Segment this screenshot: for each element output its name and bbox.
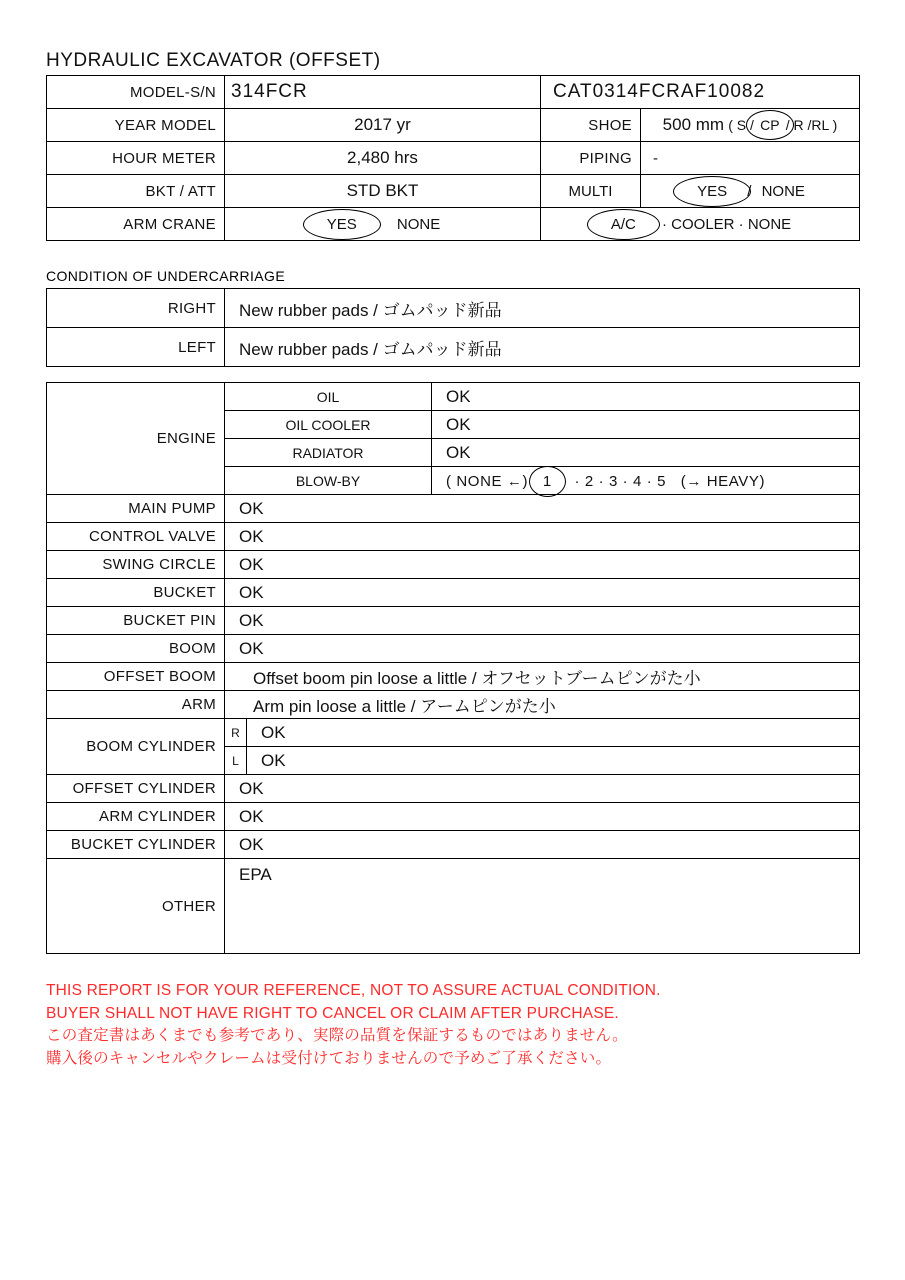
multi-label: MULTI: [541, 175, 641, 208]
engine-radiator-value: OK: [432, 439, 860, 467]
multi-yes: YES: [697, 182, 728, 200]
boom-cylinder-label: BOOM CYLINDER: [47, 719, 225, 775]
engine-label: ENGINE: [47, 383, 225, 495]
offset-boom-label: OFFSET BOOM: [47, 663, 225, 691]
boom-cylinder-l-value: OK: [247, 747, 860, 775]
engine-oil-label: OIL: [225, 383, 432, 411]
blowby-selected: 1: [542, 472, 552, 490]
other-label: OTHER: [47, 859, 225, 954]
hour-meter-label: HOUR METER: [47, 142, 225, 175]
offset-cylinder-label: OFFSET CYLINDER: [47, 775, 225, 803]
disclaimer-line-2: BUYER SHALL NOT HAVE RIGHT TO CANCEL OR CLAIM AFTER PURCHASE.: [46, 1004, 619, 1022]
inspection-table: [46, 382, 860, 954]
table-row: [47, 775, 860, 803]
year-model-label: YEAR MODEL: [47, 109, 225, 142]
table-row: [47, 109, 860, 142]
table-row: [47, 831, 860, 859]
engine-oil-cooler-label: OIL COOLER: [225, 411, 432, 439]
piping-value: -: [641, 142, 860, 175]
swing-circle-value: OK: [225, 551, 860, 579]
table-row: [47, 383, 860, 411]
control-valve-value: OK: [225, 523, 860, 551]
engine-blowby-label: BLOW-BY: [225, 467, 432, 495]
disclaimer-line-4: 購入後のキャンセルやクレームは受付けておりませんので予めご了承ください。: [46, 1049, 612, 1067]
main-pump-label: MAIN PUMP: [47, 495, 225, 523]
table-row: [47, 495, 860, 523]
arm-crane-label: ARM CRANE: [47, 208, 225, 241]
engine-oil-cooler-value: OK: [432, 411, 860, 439]
arm-cylinder-value: OK: [225, 803, 860, 831]
shoe-selected-cp: CP: [760, 117, 780, 133]
table-row: [47, 175, 860, 208]
bucket-pin-label: BUCKET PIN: [47, 607, 225, 635]
disclaimer-block: [46, 980, 661, 1070]
model-sn-label: MODEL-S/N: [47, 76, 225, 109]
bucket-label: BUCKET: [47, 579, 225, 607]
boom-cylinder-l-label: L: [225, 747, 247, 775]
multi-none: NONE: [761, 182, 805, 200]
arm-value: Arm pin loose a little / アームピンがた小: [225, 691, 860, 719]
engine-radiator-label: RADIATOR: [225, 439, 432, 467]
hour-meter-value: 2,480 hrs: [225, 142, 541, 175]
model-value: 314FCR: [225, 76, 541, 109]
arm-cylinder-label: ARM CYLINDER: [47, 803, 225, 831]
undercarriage-right-label: RIGHT: [47, 289, 225, 328]
machine-header-table: [46, 75, 860, 241]
multi-separator: /: [747, 182, 752, 200]
offset-cylinder-value: OK: [225, 775, 860, 803]
table-row: [47, 635, 860, 663]
table-row: [47, 551, 860, 579]
table-row: [47, 719, 860, 747]
engine-blowby-value: [432, 467, 860, 495]
piping-label: PIPING: [541, 142, 641, 175]
blowby-suffix: (→ HEAVY): [680, 472, 766, 490]
boom-cylinder-r-label: R: [225, 719, 247, 747]
undercarriage-right-value: New rubber pads / ゴムパッド新品: [225, 289, 860, 328]
other-value: EPA: [225, 859, 860, 954]
main-pump-value: OK: [225, 495, 860, 523]
serial-value: CAT0314FCRAF10082: [541, 76, 860, 109]
arm-label: ARM: [47, 691, 225, 719]
table-row: [47, 142, 860, 175]
shoe-label: SHOE: [541, 109, 641, 142]
blowby-scale: · 2 · 3 · 4 · 5: [574, 472, 667, 490]
undercarriage-heading: CONDITION OF UNDERCARRIAGE: [46, 268, 286, 284]
table-row: [47, 328, 860, 367]
arm-crane-yes: YES: [326, 215, 357, 233]
table-row: [47, 523, 860, 551]
table-row: [47, 663, 860, 691]
table-row: [47, 607, 860, 635]
table-row: [47, 691, 860, 719]
engine-oil-value: OK: [432, 383, 860, 411]
bkt-att-value: STD BKT: [225, 175, 541, 208]
shoe-options-pre: ( S /: [728, 117, 754, 133]
control-valve-label: CONTROL VALVE: [47, 523, 225, 551]
multi-value-cell: [641, 175, 860, 208]
table-row: [47, 859, 860, 954]
undercarriage-left-label: LEFT: [47, 328, 225, 367]
arm-crane-value-cell: [225, 208, 541, 241]
disclaimer-line-3: この査定書はあくまでも参考であり、実際の品質を保証するものではありません。: [46, 1027, 628, 1044]
table-row: [47, 579, 860, 607]
arm-crane-none: NONE: [396, 215, 441, 233]
page-title: HYDRAULIC EXCAVATOR (OFFSET): [46, 50, 381, 71]
ac-value-cell: [541, 208, 860, 241]
table-row: [47, 289, 860, 328]
shoe-options-post: / R /RL ): [785, 117, 838, 133]
table-row: [47, 76, 860, 109]
boom-value: OK: [225, 635, 860, 663]
ac-rest-options: · COOLER · NONE: [662, 215, 792, 233]
bucket-cylinder-label: BUCKET CYLINDER: [47, 831, 225, 859]
swing-circle-label: SWING CIRCLE: [47, 551, 225, 579]
undercarriage-table: [46, 288, 860, 367]
shoe-value-cell: [641, 109, 860, 142]
undercarriage-left-value: New rubber pads / ゴムパッド新品: [225, 328, 860, 367]
ac-selected: A/C: [610, 215, 636, 233]
offset-boom-value: Offset boom pin loose a little / オフセットブームピンがた小: [225, 663, 860, 691]
year-model-value: 2017 yr: [225, 109, 541, 142]
disclaimer-line-1: THIS REPORT IS FOR YOUR REFERENCE, NOT TO ASSURE ACTUAL CONDITION.: [46, 982, 661, 999]
blowby-prefix: ( NONE ←): [446, 472, 529, 490]
table-row: [47, 208, 860, 241]
shoe-size: 500 mm: [662, 115, 725, 134]
boom-cylinder-r-value: OK: [247, 719, 860, 747]
bkt-att-label: BKT / ATT: [47, 175, 225, 208]
boom-label: BOOM: [47, 635, 225, 663]
table-row: [47, 803, 860, 831]
bucket-value: OK: [225, 579, 860, 607]
bucket-pin-value: OK: [225, 607, 860, 635]
bucket-cylinder-value: OK: [225, 831, 860, 859]
